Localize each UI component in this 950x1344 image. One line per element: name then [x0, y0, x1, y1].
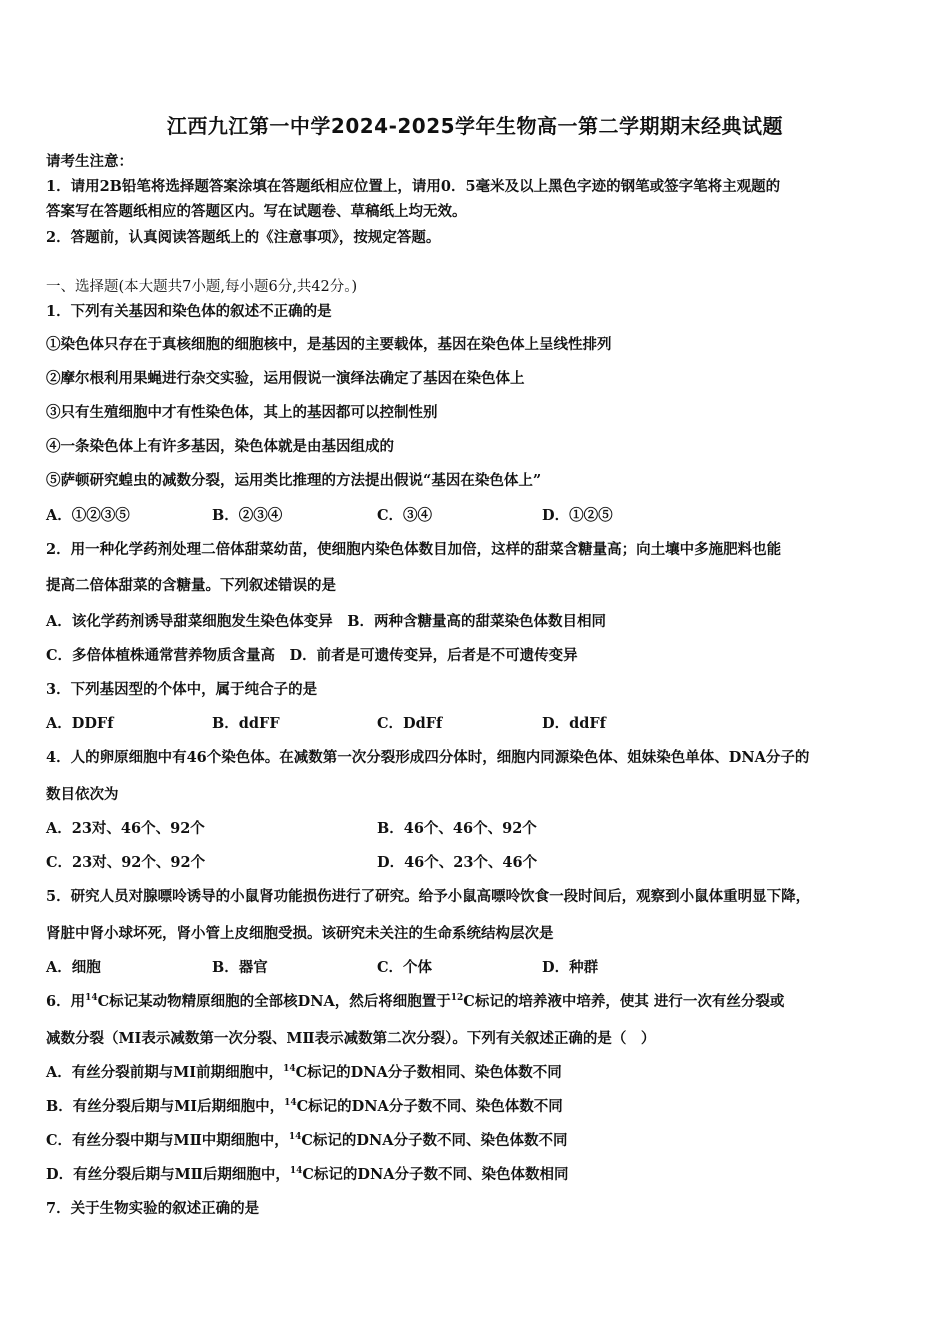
q2-options-cd: C．多倍体植株通常营养物质含量高 D．前者是可遗传变异，后者是不可遗传变异 — [46, 647, 578, 664]
q2-options-ab: A．该化学药剂诱导甜菜细胞发生染色体变异 B．两种含糖量高的甜菜染色体数目相同 — [46, 613, 607, 630]
q4-option-b: B．46个、46个、92个 — [377, 820, 537, 837]
q6-stem-1 — [46, 992, 784, 1012]
q1-statement-1: ①染色体只存在于真核细胞的细胞核中，是基因的主要载体，基因在染色体上呈线性排列 — [46, 336, 612, 353]
q1-stem: 1．下列有关基因和染色体的叙述不正确的是 — [46, 303, 332, 320]
q6-option-d-text-2: C标记的DNA分子数不同、染色体数相同 — [302, 1166, 569, 1183]
q6-option-c-text-1: C．有丝分裂中期与MⅡ中期细胞中， — [46, 1132, 289, 1149]
notice-heading: 请考生注意： — [46, 153, 133, 170]
q2-stem-1: 2．用一种化学药剂处理二倍体甜菜幼苗，使细胞内染色体数目加倍，这样的甜菜含糖量高；向土壤中多施肥料也能 — [46, 541, 782, 558]
q6-option-a-sup: 14 — [283, 1064, 296, 1074]
q1-statement-5: ⑤萨顿研究蝗虫的减数分裂，运用类比推理的方法提出假说“基因在染色体上” — [46, 472, 542, 489]
q6-stem-2: 减数分裂（MⅠ表示减数第一次分裂、MⅡ表示减数第二次分裂）。下列有关叙述正确的是（ ） — [46, 1030, 656, 1047]
q4-option-c: C．23对、92个、92个 — [46, 854, 206, 871]
q3-option-c: C．DdFf — [377, 715, 443, 732]
q5-option-c: C．个体 — [377, 959, 433, 976]
q4-option-d: D．46个、23个、46个 — [377, 854, 538, 871]
q1-statement-3: ③只有生殖细胞中才有性染色体，其上的基因都可以控制性别 — [46, 404, 438, 421]
q5-option-b: B．器官 — [212, 959, 268, 976]
page-title: 江西九江第一中学2024-2025学年生物高一第二学期期末经典试题 — [166, 114, 784, 138]
q5-option-a: A．细胞 — [46, 959, 101, 976]
q6-option-d-text-1: D．有丝分裂后期与MⅡ后期细胞中， — [46, 1166, 290, 1183]
q6-option-a — [46, 1063, 562, 1083]
q1-option-b: B．②③④ — [212, 507, 283, 524]
q3-stem: 3．下列基因型的个体中，属于纯合子的是 — [46, 681, 318, 698]
q6-option-d-sup: 14 — [289, 1166, 303, 1176]
q3-option-a: A．DDFf — [46, 715, 114, 732]
q6-stem-1b: C标记某动物精原细胞的全部核DNA，然后将细胞置于 — [97, 993, 451, 1010]
q5-stem-1: 5．研究人员对腺嘌呤诱导的小鼠肾功能损伤进行了研究。给予小鼠高嘌呤饮食一段时间后，观察到小鼠体重明显下降， — [46, 888, 811, 905]
q5-option-d: D．种群 — [542, 959, 599, 976]
notice-line-1b: 答案写在答题纸相应的答题区内。写在试题卷、草稿纸上均无效。 — [46, 203, 467, 220]
q6-option-c-sup: 14 — [288, 1132, 302, 1142]
q1-statement-4: ④一条染色体上有许多基因，染色体就是由基因组成的 — [46, 438, 394, 455]
q6-option-b-text-1: B．有丝分裂后期与MⅠ后期细胞中， — [46, 1098, 285, 1115]
q1-option-a: A．①②③⑤ — [46, 507, 130, 524]
q6-option-b — [46, 1097, 563, 1117]
section-heading: 一、选择题(本大题共7小题,每小题6分,共42分。) — [46, 279, 358, 295]
q6-stem-1c: C标记的培养液中培养，使其 进行一次有丝分裂或 — [463, 993, 785, 1010]
q4-stem-1: 4．人的卵原细胞中有46个染色体。在减数第一次分裂形成四分体时，细胞内同源染色体、姐妹染色单体、DNA分子的 — [46, 749, 810, 766]
q6-sup-12: 12 — [450, 993, 464, 1003]
q1-statement-2: ②摩尔根利用果蝇进行杂交实验，运用假说一演绎法确定了基因在染色体上 — [46, 370, 525, 387]
q6-option-a-text-1: A．有丝分裂前期与MⅠ前期细胞中， — [46, 1064, 284, 1081]
q2-stem-2: 提高二倍体甜菜的含糖量。下列叙述错误的是 — [46, 577, 336, 594]
q6-option-d — [46, 1165, 569, 1185]
q1-option-d: D．①②⑤ — [542, 507, 613, 524]
notice-line-2: 2．答题前，认真阅读答题纸上的《注意事项》，按规定答题。 — [46, 229, 441, 246]
q6-option-c-text-2: C标记的DNA分子数不同、染色体数不同 — [301, 1132, 568, 1149]
q6-option-b-sup: 14 — [284, 1098, 297, 1108]
q6-option-a-text-2: C标记的DNA分子数相同、染色体数不同 — [295, 1064, 562, 1081]
q4-option-a: A．23对、46个、92个 — [46, 820, 205, 837]
q7-stem: 7．关于生物实验的叙述正确的是 — [46, 1200, 260, 1217]
q1-option-c: C．③④ — [377, 507, 433, 524]
q4-stem-2: 数目依次为 — [46, 786, 119, 803]
q6-option-b-text-2: C标记的DNA分子数不同、染色体数不同 — [296, 1098, 563, 1115]
q5-stem-2: 肾脏中肾小球坏死，肾小管上皮细胞受损。该研究未关注的生命系统结构层次是 — [46, 925, 554, 942]
q6-stem-1a: 6．用 — [46, 993, 86, 1010]
q6-sup-14: 14 — [85, 993, 98, 1003]
q6-option-c — [46, 1131, 567, 1151]
notice-line-1: 1．请用2B铅笔将选择题答案涂填在答题纸相应位置上，请用0．5毫米及以上黑色字迹的钢笔或签字笔将主观题的 — [46, 178, 781, 195]
q3-option-b: B．ddFF — [212, 715, 280, 732]
q3-option-d: D．ddFf — [542, 715, 606, 732]
